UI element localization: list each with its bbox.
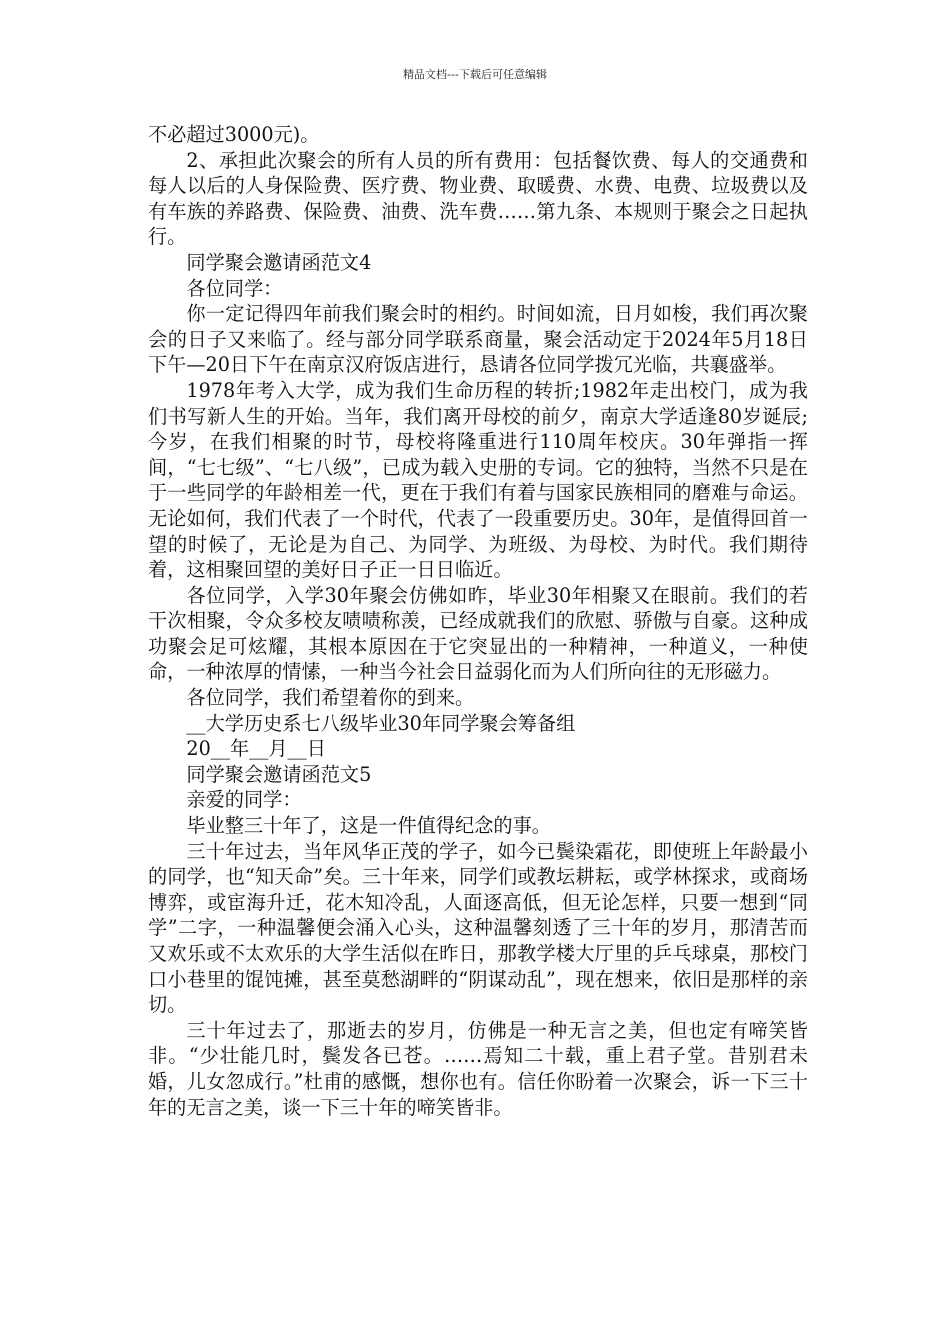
section-title: 同学聚会邀请函范文4 bbox=[186, 250, 372, 274]
document-body bbox=[148, 122, 808, 1120]
paragraph: 你一定记得四年前我们聚会时的相约。时间如流，日月如梭，我们再次聚会的日子又来临了。经与部分同学联系商量，聚会活动定于2024年5月18日下午—20日下午在南京汉府饭店进行，恳请各位同学拨冗光临，共襄盛举。 bbox=[148, 302, 808, 377]
salutation: 亲爱的同学： bbox=[186, 788, 302, 812]
paragraph: 1978年考入大学，成为我们生命历程的转折;1982年走出校门，成为我们书写新人生的开始。当年，我们离开母校的前夕，南京大学适逢80岁诞辰;今岁，在我们相聚的时节，母校将隆重进行110周年校庆。30年弹指一挥间，“七七级”、“七八级”，已成为载入史册的专词。它的独特，当然不只是在于一些同学的年龄相差一代，更在于我们有着与国家民族相同的磨难与命运。无论如何，我们代表了一个时代，代表了一段重要历史。30年，是值得回首一望的时候了，无论是为自己、为同学、为班级、为母校、为时代。我们期待着，这相聚回望的美好日子正一日日临近。 bbox=[148, 378, 808, 582]
date-line: 20__年__月__日 bbox=[186, 737, 326, 761]
paragraph: 各位同学，入学30年聚会仿佛如昨，毕业30年相聚又在眼前。我们的若干次相聚，令众多校友啧啧称羡，已经成就我们的欣慰、骄傲与自豪。这种成功聚会足可炫耀，其根本原因在于它突显出的一种精神，一种道义，一种使命，一种浓厚的情愫，一种当今社会日益弱化而为人们所向往的无形磁力。 bbox=[148, 583, 808, 684]
paragraph: 三十年过去了，那逝去的岁月，仿佛是一种无言之美，但也定有啼笑皆非。“少壮能几时，鬓发各已苍。……焉知二十载，重上君子堂。昔别君未婚，儿女忽成行。”杜甫的感慨，想你也有。信任你盼着一次聚会，诉一下三十年的无言之美，谈一下三十年的啼笑皆非。 bbox=[148, 1018, 808, 1119]
salutation: 各位同学： bbox=[186, 276, 283, 300]
paragraph: 各位同学，我们希望着你的到来。 bbox=[186, 686, 475, 710]
page-header: 精品文档---下载后可任意编辑 bbox=[403, 68, 547, 81]
paragraph: 毕业整三十年了，这是一件值得纪念的事。 bbox=[186, 814, 551, 838]
section-title: 同学聚会邀请函范文5 bbox=[186, 762, 372, 786]
paragraph: 三十年过去，当年风华正茂的学子，如今已鬓染霜花，即使班上年龄最小的同学，也“知天命”矣。三十年来，同学们或教坛耕耘，或学林探求，或商场博弈，或宦海升迁，花木知冷乱，人面逐高低，但无论怎样，只要一想到“同学”二字，一种温馨便会涌入心头，这种温馨刻透了三十年的岁月，那清苦而又欢乐或不太欢乐的大学生活似在昨日，那教学楼大厅里的乒乓球桌，那校门口小巷里的馄饨摊，甚至莫愁湖畔的“阴谋动乱”，现在想来，依旧是那样的亲切。 bbox=[148, 839, 808, 1017]
paragraph: 2、承担此次聚会的所有人员的所有费用：包括餐饮费、每人的交通费和每人以后的人身保险费、医疗费、物业费、取暖费、水费、电费、垃圾费以及有车族的养路费、保险费、油费、洗车费……第九条、本规则于聚会之日起执行。 bbox=[148, 148, 808, 249]
paragraph: 不必超过3000元)。 bbox=[148, 123, 320, 146]
signature: __大学历史系七八级毕业30年同学聚会筹备组 bbox=[186, 711, 576, 735]
